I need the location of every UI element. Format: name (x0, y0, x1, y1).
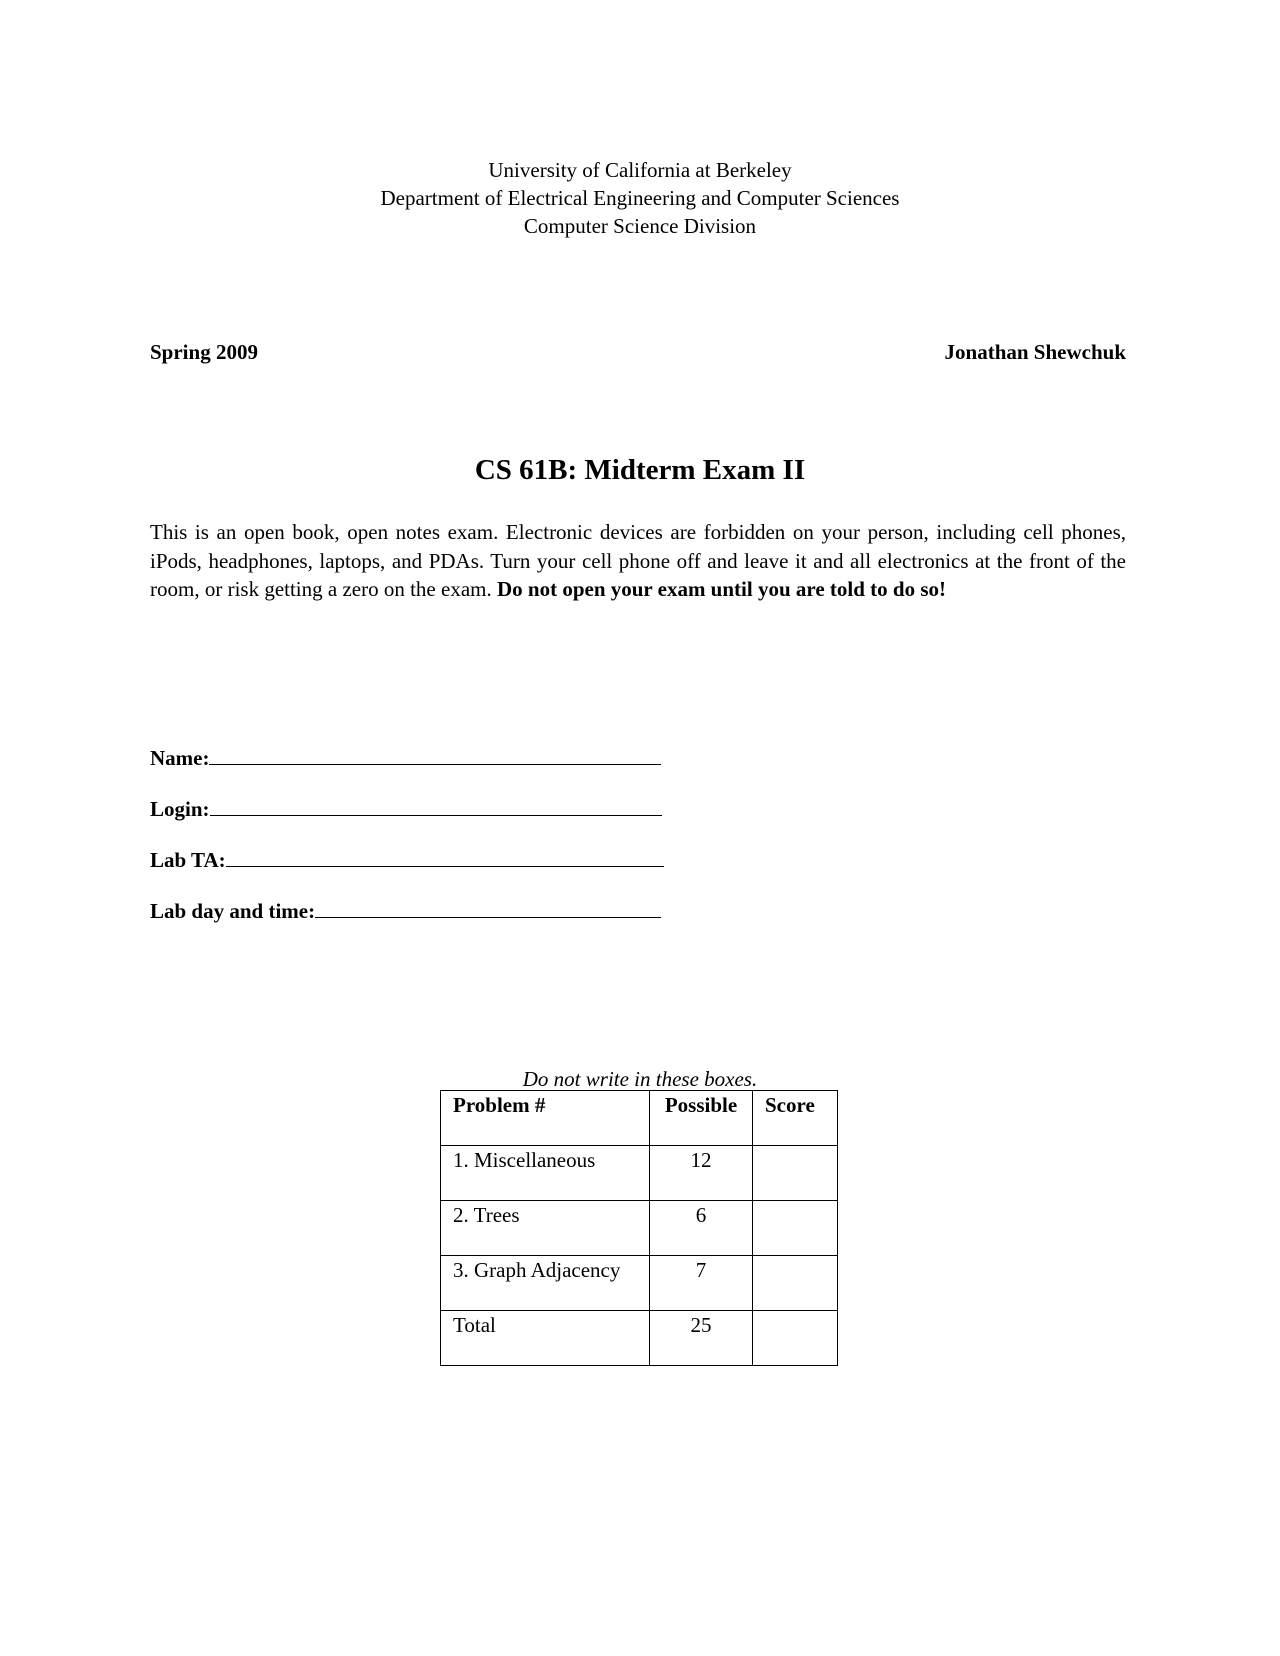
header-possible: Possible (650, 1091, 753, 1146)
table-row (441, 1201, 838, 1256)
exam-instructions (150, 518, 1126, 604)
instructions-warning: Do not open your exam until you are told to do so! (496, 577, 946, 601)
login-field-line (210, 795, 662, 816)
exam-meta-row (150, 340, 1126, 368)
instructions-text: This is an open book, open notes exam. Electronic devices are forbidden on your person, including cell phones, iPods, headphones, laptops, and PDAs. Turn your cell phone off and leave it and all electronics at the front of the room, or risk getting a zero on the exam. (150, 520, 1126, 601)
score-cell (753, 1256, 838, 1311)
lab-time-field-label: Lab day and time: (150, 899, 316, 923)
score-cell (753, 1146, 838, 1201)
division-name: Computer Science Division (523, 214, 757, 238)
possible-cell: 12 (650, 1146, 753, 1201)
lab-ta-field (150, 846, 710, 897)
exam-title: CS 61B: Midterm Exam II (474, 454, 806, 486)
table-row (441, 1146, 838, 1201)
header-problem: Problem # (441, 1091, 650, 1146)
header-score: Score (753, 1091, 838, 1146)
login-field-label: Login: (150, 797, 210, 821)
university-name: University of California at Berkeley (488, 158, 792, 182)
problem-cell: Total (441, 1311, 650, 1366)
score-table (440, 1090, 838, 1366)
name-field-label: Name: (150, 746, 210, 770)
login-field (150, 795, 710, 846)
possible-cell: 25 (650, 1311, 753, 1366)
exam-instructor: Jonathan Shewchuk (944, 340, 1126, 364)
institution-header (0, 156, 1280, 240)
lab-ta-field-line (226, 846, 664, 867)
score-box-caption: Do not write in these boxes. (522, 1067, 758, 1091)
lab-time-field (150, 897, 710, 948)
name-field (150, 744, 710, 795)
department-name: Department of Electrical Engineering and Computer Sciences (380, 186, 900, 210)
problem-cell: 3. Graph Adjacency (441, 1256, 650, 1311)
lab-ta-field-label: Lab TA: (150, 848, 226, 872)
score-table-header-row (441, 1091, 838, 1146)
table-row (441, 1256, 838, 1311)
score-cell (753, 1201, 838, 1256)
possible-cell: 7 (650, 1256, 753, 1311)
student-info-fields (150, 744, 710, 948)
lab-time-field-line (315, 897, 661, 918)
score-cell (753, 1311, 838, 1366)
table-row (441, 1311, 838, 1366)
name-field-line (209, 744, 661, 765)
problem-cell: 2. Trees (441, 1201, 650, 1256)
exam-term: Spring 2009 (150, 340, 258, 364)
possible-cell: 6 (650, 1201, 753, 1256)
problem-cell: 1. Miscellaneous (441, 1146, 650, 1201)
